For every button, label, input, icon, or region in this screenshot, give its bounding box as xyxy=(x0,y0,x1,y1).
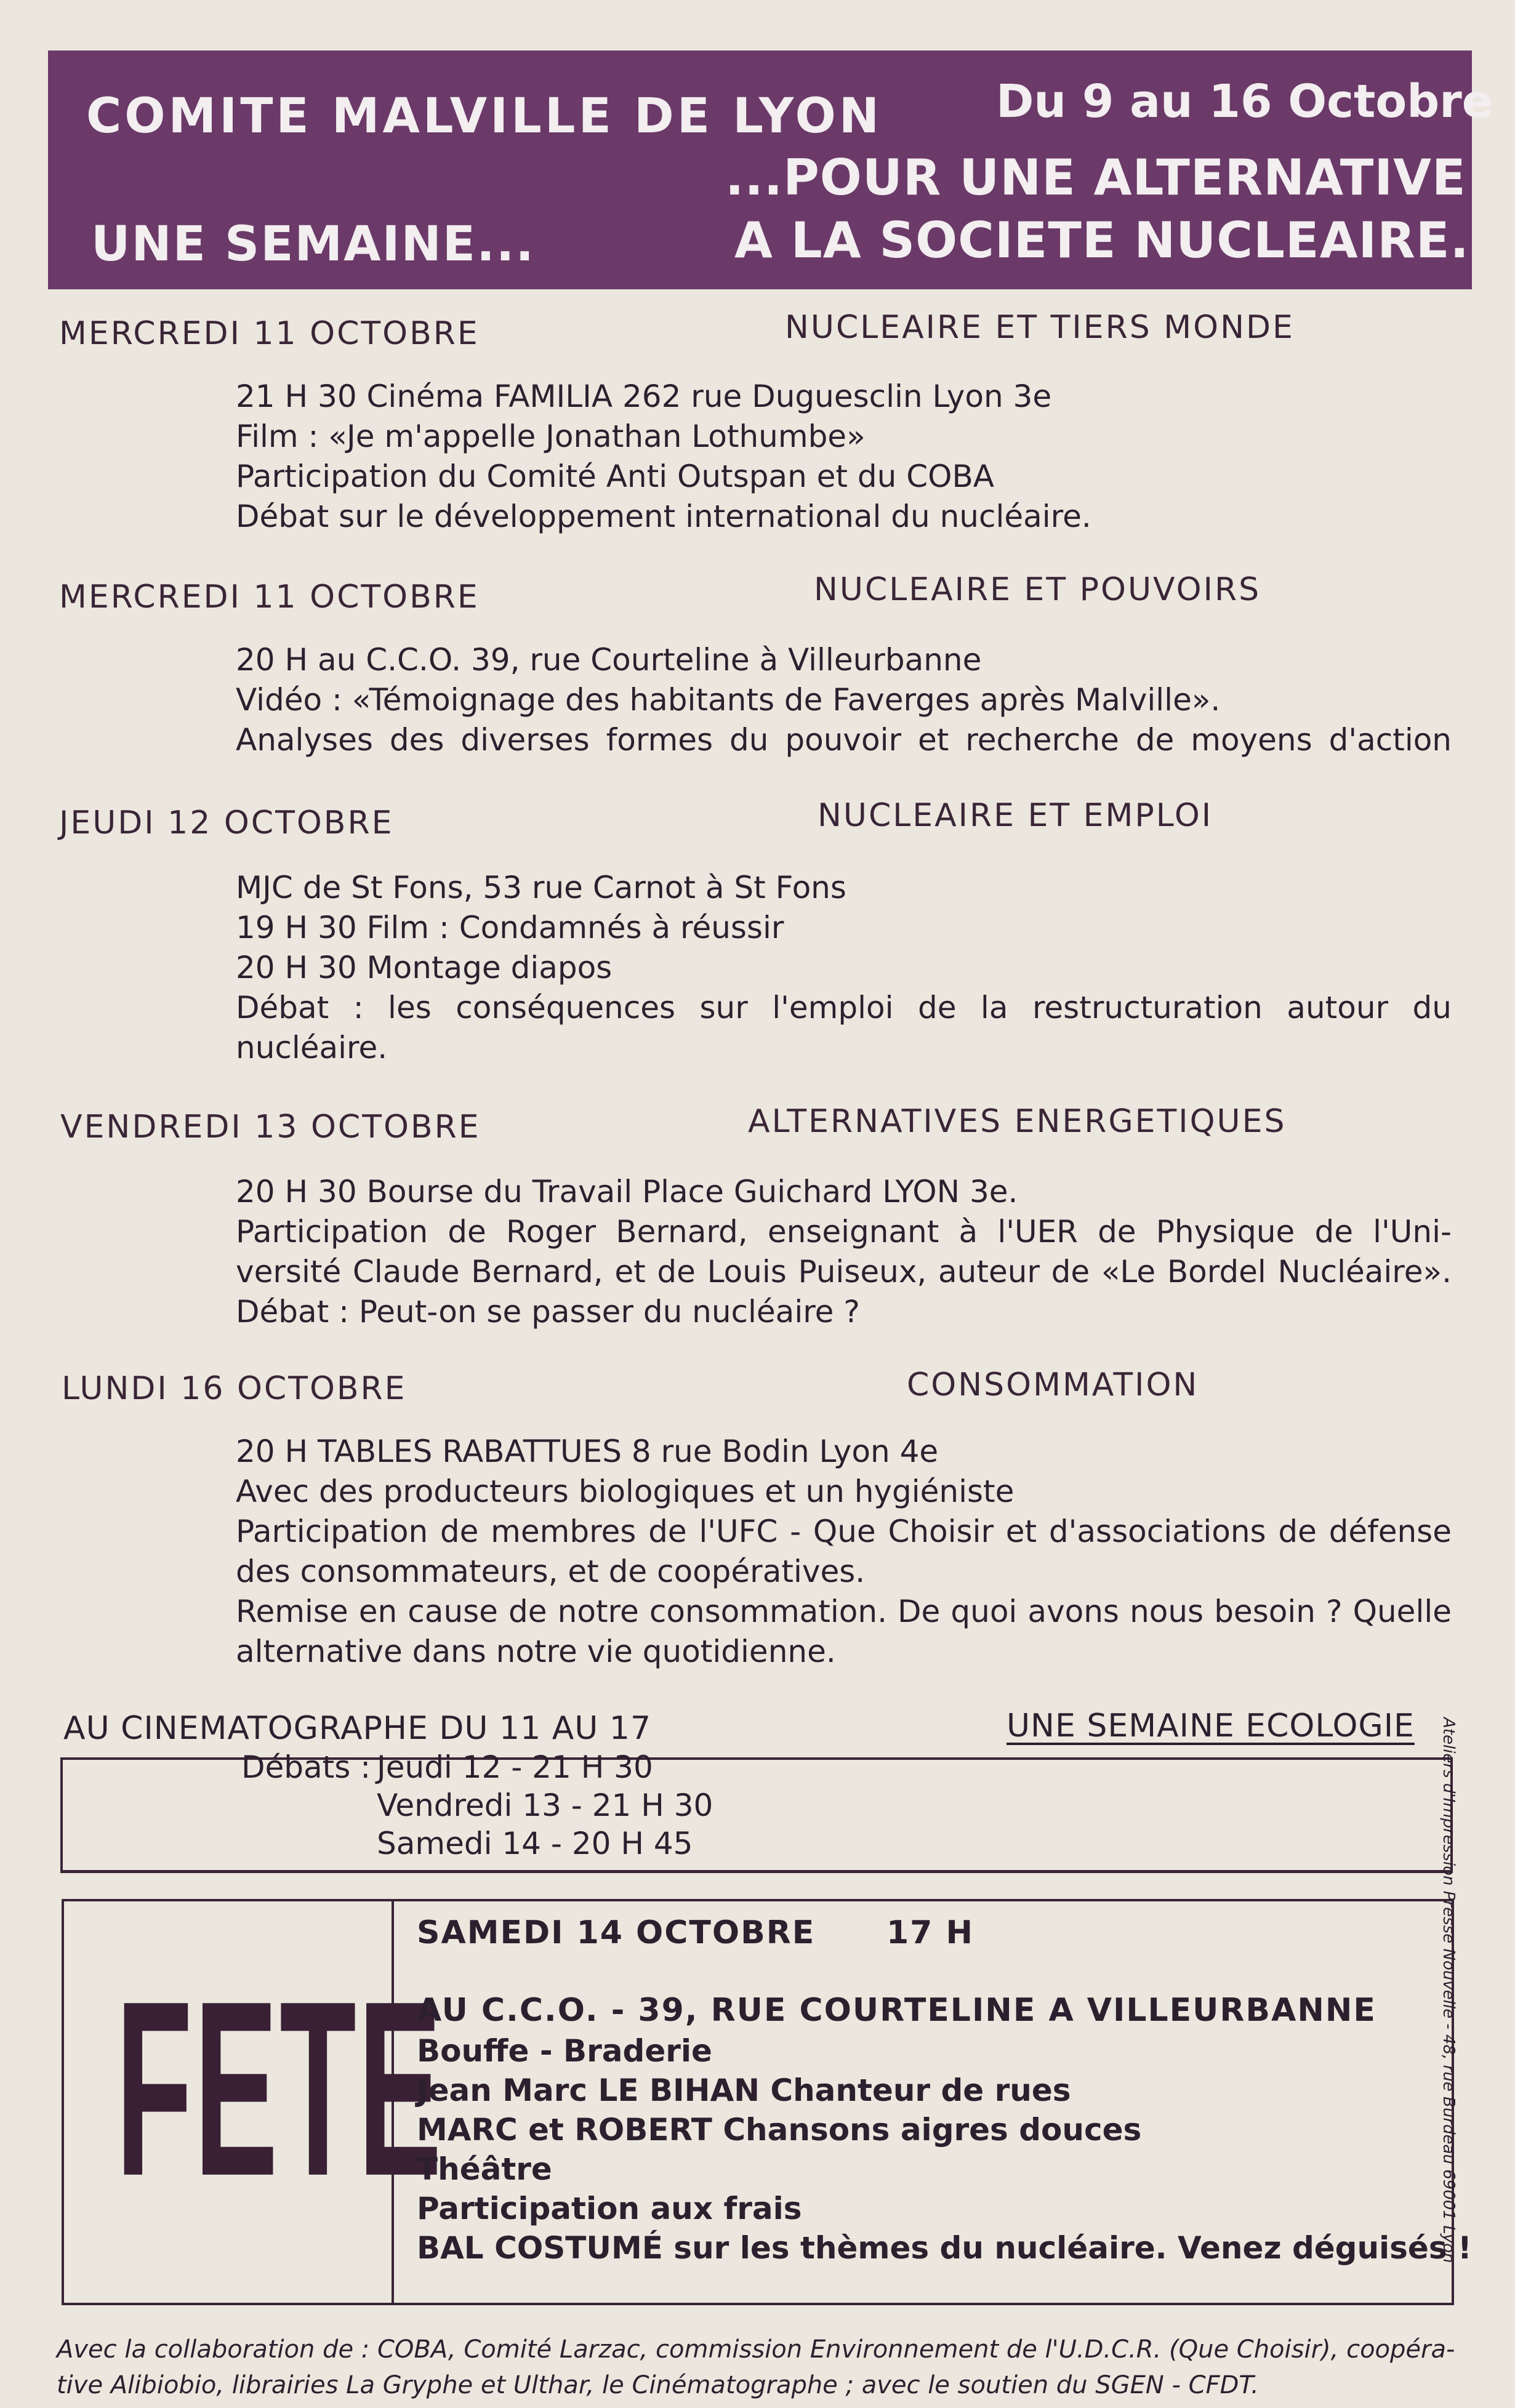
fete-line: Théâtre xyxy=(417,2151,552,2187)
event-line: Participation de Roger Bernard, enseignant à l'UER de Physique de l'Uni- xyxy=(236,1214,1452,1250)
event-day: MERCREDI 11 OCTOBRE xyxy=(59,315,480,352)
event-theme: NUCLEAIRE ET POUVOIRS xyxy=(814,571,1261,608)
fete-program xyxy=(417,2031,1472,2268)
credit-line: Avec la collaboration de : COBA, Comité Larzac, commission Environnement de l'U.D.C.R. (Que Choisir), coopéra- xyxy=(57,2335,1455,2364)
debate-date: Vendredi 13 - 21 H 30 xyxy=(377,1788,713,1823)
fete-time: 17 H xyxy=(886,1914,974,1951)
event-day: MERCREDI 11 OCTOBRE xyxy=(59,579,480,616)
event-details xyxy=(236,377,1452,537)
ecology-week-label: UNE SEMAINE ECOLOGIE xyxy=(1007,1708,1415,1744)
event-line: Débat : les conséquences sur l'emploi de la restructuration autour du xyxy=(236,990,1452,1025)
event-theme: CONSOMMATION xyxy=(907,1367,1199,1403)
fete-place: AU C.C.O. - 39, RUE COURTELINE A VILLEURBANNE xyxy=(417,1992,1376,2029)
event-line: Participation du Comité Anti Outspan et du COBA xyxy=(236,459,995,494)
event-theme: NUCLEAIRE ET TIERS MONDE xyxy=(785,309,1295,346)
debate-date: Samedi 14 - 20 H 45 xyxy=(377,1826,693,1861)
fete-title: FETE xyxy=(116,1948,444,2228)
debates-label: Débats : xyxy=(241,1749,371,1785)
slogan-line-2: A LA SOCIETE NUCLEAIRE. xyxy=(734,212,1469,269)
organisation-title: COMITE MALVILLE DE LYON xyxy=(86,89,883,144)
event-line: alternative dans notre vie quotidienne. xyxy=(236,1634,836,1669)
event-line: 19 H 30 Film : Condamnés à réussir xyxy=(236,910,784,945)
debate-date: Jeudi 12 - 21 H 30 xyxy=(377,1749,653,1785)
fete-date: SAMEDI 14 OCTOBRE xyxy=(417,1914,816,1951)
event-details xyxy=(236,868,1452,1068)
event-day: VENDREDI 13 OCTOBRE xyxy=(60,1109,481,1146)
event-theme: NUCLEAIRE ET EMPLOI xyxy=(818,797,1213,834)
event-line: 21 H 30 Cinéma FAMILIA 262 rue Duguesclin Lyon 3e xyxy=(236,379,1052,414)
fete-line: Participation aux frais xyxy=(417,2191,802,2226)
event-day: JEUDI 12 OCTOBRE xyxy=(59,805,394,841)
event-line: versité Claude Bernard, et de Louis Puiseux, auteur de «Le Bordel Nucléaire». xyxy=(236,1254,1452,1290)
event-details xyxy=(236,1172,1452,1332)
fete-line: Bouffe - Braderie xyxy=(417,2033,712,2069)
fete-line: BAL COSTUMÉ sur les thèmes du nucléaire. Venez déguisés ! xyxy=(417,2230,1472,2266)
event-line: Film : «Je m'appelle Jonathan Lothumbe» xyxy=(236,419,866,454)
event-line: Vidéo : «Témoignage des habitants de Faverges après Malville». xyxy=(236,682,1221,718)
event-theme: ALTERNATIVES ENERGETIQUES xyxy=(748,1103,1287,1140)
fete-line: MARC et ROBERT Chansons aigres douces xyxy=(417,2112,1142,2148)
credit-line: tive Alibiobio, librairies La Gryphe et Ulthar, le Cinématographe ; avec le soutien du SGEN - CFDT. xyxy=(57,2371,1259,2399)
collaboration-credits xyxy=(57,2332,1466,2403)
event-line: 20 H au C.C.O. 39, rue Courteline à Villeurbanne xyxy=(236,642,982,678)
event-line: Participation de membres de l'UFC - Que Choisir et d'associations de défense xyxy=(236,1514,1452,1549)
event-line: Remise en cause de notre consommation. De quoi avons nous besoin ? Quelle xyxy=(236,1594,1452,1629)
event-day: LUNDI 16 OCTOBRE xyxy=(62,1370,407,1407)
slogan-line-1: ...POUR UNE ALTERNATIVE xyxy=(725,149,1466,206)
event-line: MJC de St Fons, 53 rue Carnot à St Fons xyxy=(236,870,846,905)
event-line: 20 H 30 Montage diapos xyxy=(236,950,613,985)
event-line: 20 H TABLES RABATTUES 8 rue Bodin Lyon 4e xyxy=(236,1434,939,1469)
printer-credit: Ateliers d'Impression Presse Nouvelle - 48, rue Burdeau 69001 Lyon xyxy=(1439,1717,1458,2263)
week-label: UNE SEMAINE... xyxy=(91,217,535,272)
event-line: Débat : Peut-on se passer du nucléaire ? xyxy=(236,1294,860,1330)
date-range: Du 9 au 16 Octobre xyxy=(996,75,1493,128)
event-line: Débat sur le développement international du nucléaire. xyxy=(236,499,1091,534)
header-banner xyxy=(48,50,1493,289)
cinema-title: AU CINEMATOGRAPHE DU 11 AU 17 xyxy=(63,1710,652,1747)
event-details xyxy=(236,640,1452,760)
event-line: Avec des producteurs biologiques et un hygiéniste xyxy=(236,1474,1015,1509)
event-line: Analyses des diverses formes du pouvoir et recherche de moyens d'action xyxy=(236,722,1452,758)
event-line: nucléaire. xyxy=(236,1030,388,1066)
event-details xyxy=(236,1432,1452,1672)
event-line: 20 H 30 Bourse du Travail Place Guichard LYON 3e. xyxy=(236,1174,1018,1210)
fete-line: Jean Marc LE BIHAN Chanteur de rues xyxy=(417,2073,1071,2108)
event-line: des consommateurs, et de coopératives. xyxy=(236,1554,866,1589)
